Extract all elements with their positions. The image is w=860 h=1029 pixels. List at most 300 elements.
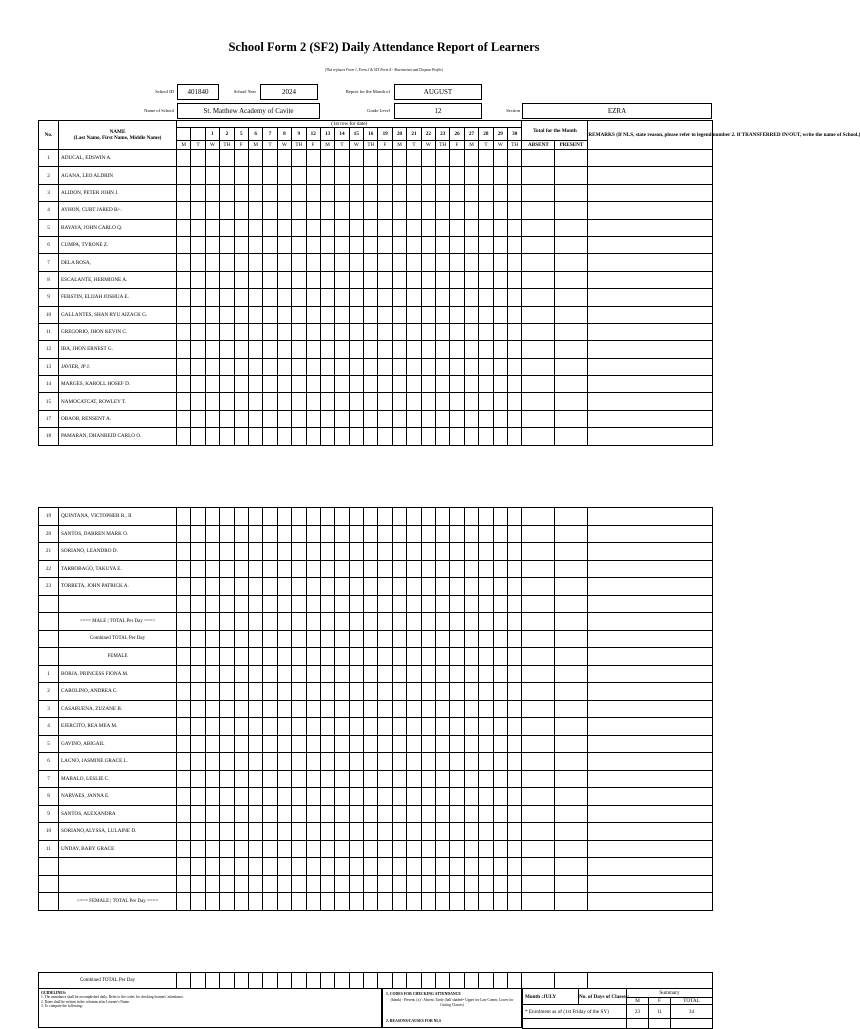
attendance-cell[interactable] [407, 875, 421, 893]
attendance-cell[interactable] [335, 184, 349, 201]
attendance-cell[interactable] [234, 718, 248, 736]
attendance-cell[interactable] [407, 306, 421, 323]
attendance-cell[interactable] [277, 543, 291, 561]
attendance-cell[interactable] [191, 613, 205, 631]
attendance-cell[interactable] [177, 508, 191, 526]
attendance-cell[interactable] [436, 306, 450, 323]
attendance-cell[interactable] [450, 341, 464, 358]
attendance-cell[interactable] [292, 236, 306, 253]
attendance-cell[interactable] [392, 525, 406, 543]
attendance-cell[interactable] [234, 648, 248, 666]
attendance-cell[interactable] [220, 508, 234, 526]
attendance-cell[interactable] [320, 167, 334, 184]
attendance-cell[interactable] [479, 202, 493, 219]
attendance-cell[interactable] [378, 665, 392, 683]
attendance-cell[interactable] [479, 823, 493, 841]
present-total-cell[interactable] [555, 323, 588, 340]
attendance-cell[interactable] [177, 665, 191, 683]
attendance-cell[interactable] [450, 840, 464, 858]
attendance-cell[interactable] [479, 665, 493, 683]
attendance-cell[interactable] [320, 271, 334, 288]
attendance-cell[interactable] [450, 648, 464, 666]
attendance-cell[interactable] [349, 323, 363, 340]
attendance-cell[interactable] [436, 525, 450, 543]
attendance-cell[interactable] [493, 428, 507, 445]
attendance-cell[interactable] [479, 358, 493, 375]
attendance-cell[interactable] [335, 973, 349, 989]
absent-total-cell[interactable] [522, 700, 555, 718]
attendance-cell[interactable] [263, 289, 277, 306]
attendance-cell[interactable] [320, 788, 334, 806]
attendance-cell[interactable] [436, 578, 450, 596]
present-total-cell[interactable] [555, 893, 588, 911]
attendance-cell[interactable] [479, 875, 493, 893]
attendance-cell[interactable] [292, 184, 306, 201]
attendance-cell[interactable] [205, 323, 219, 340]
attendance-cell[interactable] [378, 823, 392, 841]
attendance-cell[interactable] [306, 393, 320, 410]
attendance-cell[interactable] [464, 428, 478, 445]
attendance-cell[interactable] [234, 735, 248, 753]
attendance-cell[interactable] [177, 858, 191, 876]
attendance-cell[interactable] [205, 508, 219, 526]
attendance-cell[interactable] [464, 595, 478, 613]
attendance-cell[interactable] [349, 184, 363, 201]
attendance-cell[interactable] [349, 560, 363, 578]
attendance-cell[interactable] [234, 219, 248, 236]
attendance-cell[interactable] [507, 525, 521, 543]
attendance-cell[interactable] [205, 753, 219, 771]
present-total-cell[interactable] [555, 167, 588, 184]
attendance-cell[interactable] [407, 683, 421, 701]
attendance-cell[interactable] [349, 788, 363, 806]
attendance-cell[interactable] [493, 788, 507, 806]
attendance-cell[interactable] [436, 428, 450, 445]
learner-name[interactable]: SORIANO, LEANDRO D. [59, 543, 177, 561]
attendance-cell[interactable] [407, 753, 421, 771]
present-total-cell[interactable] [555, 648, 588, 666]
learner-name[interactable]: LACNO, JASMINE GRACE L. [59, 753, 177, 771]
attendance-cell[interactable] [364, 648, 378, 666]
attendance-cell[interactable] [479, 306, 493, 323]
school-year-field[interactable]: 2024 [260, 84, 318, 100]
remarks-cell[interactable] [588, 289, 713, 306]
attendance-cell[interactable] [263, 236, 277, 253]
attendance-cell[interactable] [234, 508, 248, 526]
present-total-cell[interactable] [555, 428, 588, 445]
attendance-cell[interactable] [479, 770, 493, 788]
attendance-cell[interactable] [349, 525, 363, 543]
attendance-cell[interactable] [507, 236, 521, 253]
attendance-cell[interactable] [464, 823, 478, 841]
attendance-cell[interactable] [277, 648, 291, 666]
attendance-cell[interactable] [234, 150, 248, 167]
attendance-cell[interactable] [292, 410, 306, 427]
attendance-cell[interactable] [479, 648, 493, 666]
attendance-cell[interactable] [263, 525, 277, 543]
attendance-cell[interactable] [220, 543, 234, 561]
attendance-cell[interactable] [292, 202, 306, 219]
attendance-cell[interactable] [220, 613, 234, 631]
attendance-cell[interactable] [349, 167, 363, 184]
attendance-cell[interactable] [292, 560, 306, 578]
attendance-cell[interactable] [407, 735, 421, 753]
attendance-cell[interactable] [493, 410, 507, 427]
attendance-cell[interactable] [220, 875, 234, 893]
attendance-cell[interactable] [306, 289, 320, 306]
learner-name[interactable]: SANTOS, DARREN MARK O. [59, 525, 177, 543]
attendance-cell[interactable] [335, 236, 349, 253]
attendance-cell[interactable] [234, 341, 248, 358]
attendance-cell[interactable] [248, 508, 262, 526]
attendance-cell[interactable] [205, 202, 219, 219]
attendance-cell[interactable] [407, 376, 421, 393]
attendance-cell[interactable] [248, 543, 262, 561]
attendance-cell[interactable] [364, 202, 378, 219]
attendance-cell[interactable] [392, 718, 406, 736]
absent-total-cell[interactable] [522, 428, 555, 445]
attendance-cell[interactable] [479, 525, 493, 543]
learner-name[interactable]: DELA ROSA, [59, 254, 177, 271]
attendance-cell[interactable] [378, 219, 392, 236]
attendance-cell[interactable] [493, 323, 507, 340]
attendance-cell[interactable] [436, 236, 450, 253]
attendance-cell[interactable] [248, 376, 262, 393]
attendance-cell[interactable] [493, 202, 507, 219]
attendance-cell[interactable] [479, 323, 493, 340]
attendance-cell[interactable] [248, 167, 262, 184]
remarks-cell[interactable] [588, 700, 713, 718]
attendance-cell[interactable] [464, 973, 478, 989]
attendance-cell[interactable] [479, 683, 493, 701]
attendance-cell[interactable] [292, 805, 306, 823]
attendance-cell[interactable] [349, 543, 363, 561]
attendance-cell[interactable] [479, 167, 493, 184]
attendance-cell[interactable] [407, 410, 421, 427]
attendance-cell[interactable] [378, 973, 392, 989]
attendance-cell[interactable] [364, 788, 378, 806]
attendance-cell[interactable] [320, 683, 334, 701]
attendance-cell[interactable] [436, 648, 450, 666]
attendance-cell[interactable] [493, 805, 507, 823]
attendance-cell[interactable] [464, 840, 478, 858]
attendance-cell[interactable] [292, 525, 306, 543]
present-total-cell[interactable] [555, 358, 588, 375]
attendance-cell[interactable] [450, 973, 464, 989]
learner-name[interactable]: ADUCAL, EDSWIN A. [59, 150, 177, 167]
attendance-cell[interactable] [335, 683, 349, 701]
attendance-cell[interactable] [306, 341, 320, 358]
attendance-cell[interactable] [421, 753, 435, 771]
attendance-cell[interactable] [177, 358, 191, 375]
remarks-cell[interactable] [588, 823, 713, 841]
attendance-cell[interactable] [407, 595, 421, 613]
attendance-cell[interactable] [479, 840, 493, 858]
attendance-cell[interactable] [234, 858, 248, 876]
attendance-cell[interactable] [248, 700, 262, 718]
attendance-cell[interactable] [306, 875, 320, 893]
attendance-cell[interactable] [335, 393, 349, 410]
attendance-cell[interactable] [248, 858, 262, 876]
absent-total-cell[interactable] [522, 254, 555, 271]
absent-total-cell[interactable] [522, 630, 555, 648]
attendance-cell[interactable] [436, 376, 450, 393]
attendance-cell[interactable] [234, 202, 248, 219]
attendance-cell[interactable] [263, 428, 277, 445]
attendance-cell[interactable] [493, 184, 507, 201]
attendance-cell[interactable] [177, 560, 191, 578]
attendance-cell[interactable] [191, 753, 205, 771]
attendance-cell[interactable] [263, 630, 277, 648]
attendance-cell[interactable] [392, 613, 406, 631]
present-total-cell[interactable] [555, 508, 588, 526]
attendance-cell[interactable] [191, 578, 205, 596]
attendance-cell[interactable] [220, 788, 234, 806]
attendance-cell[interactable] [263, 341, 277, 358]
attendance-cell[interactable] [306, 358, 320, 375]
attendance-cell[interactable] [421, 805, 435, 823]
attendance-cell[interactable] [421, 683, 435, 701]
attendance-cell[interactable] [292, 735, 306, 753]
attendance-cell[interactable] [306, 683, 320, 701]
present-total-cell[interactable] [555, 683, 588, 701]
attendance-cell[interactable] [263, 560, 277, 578]
attendance-cell[interactable] [263, 595, 277, 613]
attendance-cell[interactable] [364, 753, 378, 771]
attendance-cell[interactable] [364, 410, 378, 427]
attendance-cell[interactable] [407, 358, 421, 375]
attendance-cell[interactable] [421, 508, 435, 526]
attendance-cell[interactable] [292, 753, 306, 771]
attendance-cell[interactable] [436, 271, 450, 288]
attendance-cell[interactable] [306, 973, 320, 989]
attendance-cell[interactable] [306, 508, 320, 526]
attendance-cell[interactable] [464, 735, 478, 753]
attendance-cell[interactable] [464, 858, 478, 876]
attendance-cell[interactable] [292, 219, 306, 236]
attendance-cell[interactable] [248, 323, 262, 340]
present-total-cell[interactable] [555, 376, 588, 393]
present-total-cell[interactable] [555, 525, 588, 543]
learner-name[interactable]: MABALO, LESLIE C. [59, 770, 177, 788]
attendance-cell[interactable] [436, 875, 450, 893]
attendance-cell[interactable] [335, 770, 349, 788]
attendance-cell[interactable] [364, 306, 378, 323]
attendance-cell[interactable] [479, 341, 493, 358]
attendance-cell[interactable] [407, 428, 421, 445]
attendance-cell[interactable] [292, 718, 306, 736]
attendance-cell[interactable] [378, 358, 392, 375]
attendance-cell[interactable] [450, 805, 464, 823]
attendance-cell[interactable] [335, 893, 349, 911]
attendance-cell[interactable] [493, 254, 507, 271]
present-total-cell[interactable] [555, 613, 588, 631]
attendance-cell[interactable] [205, 306, 219, 323]
remarks-cell[interactable] [588, 543, 713, 561]
learner-name[interactable]: ALIDON, PETER JOHN J. [59, 184, 177, 201]
attendance-cell[interactable] [320, 840, 334, 858]
attendance-cell[interactable] [320, 543, 334, 561]
attendance-cell[interactable] [248, 823, 262, 841]
summary-blank-cell[interactable] [523, 1019, 627, 1029]
attendance-cell[interactable] [263, 973, 277, 989]
attendance-cell[interactable] [277, 393, 291, 410]
absent-total-cell[interactable] [522, 718, 555, 736]
attendance-cell[interactable] [263, 219, 277, 236]
attendance-cell[interactable] [507, 858, 521, 876]
remarks-cell[interactable] [588, 973, 713, 989]
attendance-cell[interactable] [421, 150, 435, 167]
attendance-cell[interactable] [335, 595, 349, 613]
attendance-cell[interactable] [320, 393, 334, 410]
attendance-cell[interactable] [392, 236, 406, 253]
attendance-cell[interactable] [479, 753, 493, 771]
attendance-cell[interactable] [177, 202, 191, 219]
learner-name[interactable]: MARGES, KAROLL HOSEF D. [59, 376, 177, 393]
attendance-cell[interactable] [436, 700, 450, 718]
attendance-cell[interactable] [277, 428, 291, 445]
attendance-cell[interactable] [407, 893, 421, 911]
attendance-cell[interactable] [248, 560, 262, 578]
attendance-cell[interactable] [277, 219, 291, 236]
attendance-cell[interactable] [450, 428, 464, 445]
attendance-cell[interactable] [364, 358, 378, 375]
attendance-cell[interactable] [248, 683, 262, 701]
remarks-cell[interactable] [588, 595, 713, 613]
attendance-cell[interactable] [421, 578, 435, 596]
attendance-cell[interactable] [464, 393, 478, 410]
attendance-cell[interactable] [277, 683, 291, 701]
attendance-cell[interactable] [421, 167, 435, 184]
present-total-cell[interactable] [555, 788, 588, 806]
attendance-cell[interactable] [407, 788, 421, 806]
attendance-cell[interactable] [234, 306, 248, 323]
learner-name[interactable]: GAVINO, ABIGAIL [59, 735, 177, 753]
attendance-cell[interactable] [277, 150, 291, 167]
attendance-cell[interactable] [507, 630, 521, 648]
attendance-cell[interactable] [248, 735, 262, 753]
attendance-cell[interactable] [191, 323, 205, 340]
attendance-cell[interactable] [220, 753, 234, 771]
attendance-cell[interactable] [378, 718, 392, 736]
attendance-cell[interactable] [349, 358, 363, 375]
attendance-cell[interactable] [378, 578, 392, 596]
attendance-cell[interactable] [335, 508, 349, 526]
attendance-cell[interactable] [248, 428, 262, 445]
attendance-cell[interactable] [220, 718, 234, 736]
attendance-cell[interactable] [493, 823, 507, 841]
attendance-cell[interactable] [335, 840, 349, 858]
attendance-cell[interactable] [407, 167, 421, 184]
attendance-cell[interactable] [493, 613, 507, 631]
attendance-cell[interactable] [220, 560, 234, 578]
attendance-cell[interactable] [335, 167, 349, 184]
attendance-cell[interactable] [407, 805, 421, 823]
attendance-cell[interactable] [364, 525, 378, 543]
present-total-cell[interactable] [555, 875, 588, 893]
attendance-cell[interactable] [277, 788, 291, 806]
attendance-cell[interactable] [392, 508, 406, 526]
attendance-cell[interactable] [335, 271, 349, 288]
attendance-cell[interactable] [493, 840, 507, 858]
attendance-cell[interactable] [191, 858, 205, 876]
absent-total-cell[interactable] [522, 271, 555, 288]
attendance-cell[interactable] [450, 665, 464, 683]
attendance-cell[interactable] [407, 840, 421, 858]
attendance-cell[interactable] [234, 323, 248, 340]
attendance-cell[interactable] [220, 683, 234, 701]
attendance-cell[interactable] [407, 700, 421, 718]
attendance-cell[interactable] [205, 973, 219, 989]
attendance-cell[interactable] [292, 254, 306, 271]
attendance-cell[interactable] [436, 508, 450, 526]
attendance-cell[interactable] [364, 323, 378, 340]
attendance-cell[interactable] [421, 613, 435, 631]
attendance-cell[interactable] [378, 875, 392, 893]
attendance-cell[interactable] [263, 683, 277, 701]
attendance-cell[interactable] [450, 823, 464, 841]
attendance-cell[interactable] [421, 648, 435, 666]
attendance-cell[interactable] [335, 525, 349, 543]
attendance-cell[interactable] [234, 683, 248, 701]
attendance-cell[interactable] [421, 376, 435, 393]
attendance-cell[interactable] [306, 718, 320, 736]
attendance-cell[interactable] [464, 341, 478, 358]
attendance-cell[interactable] [464, 805, 478, 823]
present-total-cell[interactable] [555, 560, 588, 578]
attendance-cell[interactable] [292, 578, 306, 596]
attendance-cell[interactable] [507, 595, 521, 613]
attendance-cell[interactable] [450, 893, 464, 911]
attendance-cell[interactable] [378, 805, 392, 823]
present-total-cell[interactable] [555, 718, 588, 736]
attendance-cell[interactable] [277, 560, 291, 578]
absent-total-cell[interactable] [522, 875, 555, 893]
attendance-cell[interactable] [248, 665, 262, 683]
attendance-cell[interactable] [177, 578, 191, 596]
attendance-cell[interactable] [248, 219, 262, 236]
attendance-cell[interactable] [436, 753, 450, 771]
attendance-cell[interactable] [277, 306, 291, 323]
attendance-cell[interactable] [248, 202, 262, 219]
attendance-cell[interactable] [248, 306, 262, 323]
attendance-cell[interactable] [277, 254, 291, 271]
learner-name[interactable]: CAROLINO, ANDREA C. [59, 683, 177, 701]
remarks-cell[interactable] [588, 236, 713, 253]
attendance-cell[interactable] [349, 893, 363, 911]
attendance-cell[interactable] [177, 700, 191, 718]
attendance-cell[interactable] [464, 184, 478, 201]
attendance-cell[interactable] [378, 560, 392, 578]
attendance-cell[interactable] [191, 358, 205, 375]
attendance-cell[interactable] [507, 665, 521, 683]
attendance-cell[interactable] [378, 753, 392, 771]
attendance-cell[interactable] [277, 630, 291, 648]
attendance-cell[interactable] [436, 289, 450, 306]
attendance-cell[interactable] [263, 393, 277, 410]
attendance-cell[interactable] [306, 753, 320, 771]
attendance-cell[interactable] [507, 718, 521, 736]
attendance-cell[interactable] [335, 376, 349, 393]
attendance-cell[interactable] [248, 150, 262, 167]
attendance-cell[interactable] [306, 805, 320, 823]
attendance-cell[interactable] [335, 630, 349, 648]
attendance-cell[interactable] [349, 254, 363, 271]
absent-total-cell[interactable] [522, 289, 555, 306]
attendance-cell[interactable] [378, 630, 392, 648]
attendance-cell[interactable] [421, 875, 435, 893]
attendance-cell[interactable] [306, 184, 320, 201]
